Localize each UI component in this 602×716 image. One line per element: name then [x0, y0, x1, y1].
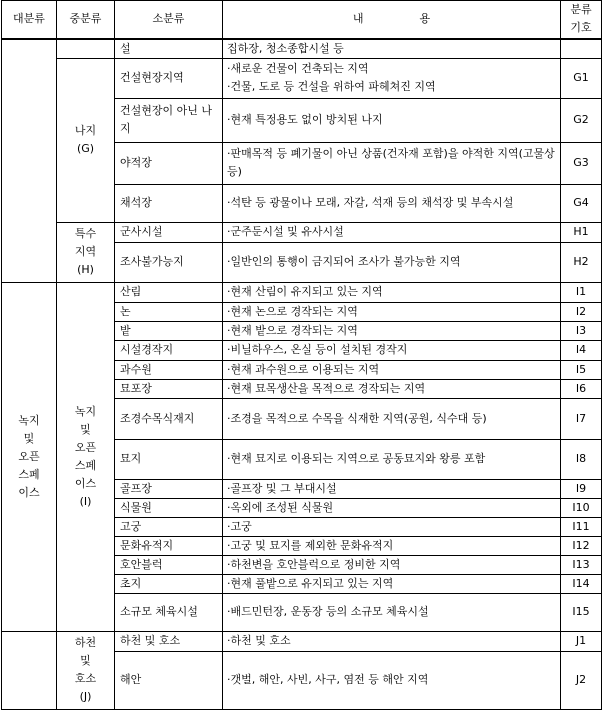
code-cell: I13: [561, 555, 602, 574]
classification-table: [1, 0, 602, 710]
code-cell: J2: [561, 651, 602, 709]
code-cell: I1: [561, 282, 602, 302]
header-sub: 소분류: [115, 1, 223, 39]
code-cell: I4: [561, 340, 602, 360]
sub-cell: 호안블럭: [115, 555, 223, 574]
content-cell: ·현재 과수원으로 이용되는 지역: [223, 360, 561, 379]
mid-cell-empty: [57, 39, 115, 59]
code-cell: I14: [561, 574, 602, 593]
mid-cell-g: 나지 (G): [57, 58, 115, 222]
code-cell: G4: [561, 184, 602, 222]
table-row: [2, 282, 602, 302]
content-cell: ·현재 특정용도 없이 방치된 나지: [223, 98, 561, 142]
sub-cell: 소규모 체육시설: [115, 593, 223, 631]
sub-cell: 시설경작지: [115, 340, 223, 360]
code-cell: I3: [561, 321, 602, 340]
sub-cell: 건설현장지역: [115, 58, 223, 98]
sub-cell: 설: [115, 39, 223, 59]
content-cell: ·고궁 및 묘지를 제외한 문화유적지: [223, 536, 561, 555]
code-cell: I5: [561, 360, 602, 379]
code-cell: [561, 39, 602, 59]
major-cell-empty-bottom: [2, 631, 57, 709]
table-row: [2, 58, 602, 98]
content-cell: ·비닐하우스, 온실 등이 설치된 경작지: [223, 340, 561, 360]
table-row: [2, 631, 602, 651]
sub-cell: 논: [115, 302, 223, 321]
code-cell: I15: [561, 593, 602, 631]
code-cell: I7: [561, 398, 602, 439]
content-cell: ·갯벌, 해안, 사빈, 사구, 염전 등 해안 지역: [223, 651, 561, 709]
sub-cell: 조경수목식재지: [115, 398, 223, 439]
sub-cell: 묘포장: [115, 379, 223, 398]
code-cell: I8: [561, 439, 602, 479]
header-major: 대분류: [2, 1, 57, 39]
content-cell: ·판매목적 등 폐기물이 아닌 상품(건자재 포함)을 야적한 지역(고물상 등): [223, 142, 561, 184]
code-cell: I9: [561, 479, 602, 498]
sub-cell: 골프장: [115, 479, 223, 498]
content-cell: 집하장, 청소종합시설 등: [223, 39, 561, 59]
mid-cell-j: 하천 및 호소 (J): [57, 631, 115, 709]
content-cell: ·하천변을 호안블럭으로 정비한 지역: [223, 555, 561, 574]
code-cell: G1: [561, 58, 602, 98]
code-cell: I10: [561, 498, 602, 517]
sub-cell: 채석장: [115, 184, 223, 222]
content-cell: ·현재 밭으로 경작되는 지역: [223, 321, 561, 340]
major-cell-i: 녹지 및 오픈 스페 이스: [2, 282, 57, 631]
content-cell: ·현재 묘목생산을 목적으로 경작되는 지역: [223, 379, 561, 398]
code-cell: G3: [561, 142, 602, 184]
code-cell: H1: [561, 222, 602, 242]
content-cell: ·배드민턴장, 운동장 등의 소규모 체육시설: [223, 593, 561, 631]
sub-cell: 밭: [115, 321, 223, 340]
code-cell: I6: [561, 379, 602, 398]
code-cell: J1: [561, 631, 602, 651]
content-cell: ·현재 논으로 경작되는 지역: [223, 302, 561, 321]
sub-cell: 식물원: [115, 498, 223, 517]
sub-cell: 조사불가능지: [115, 242, 223, 282]
content-cell: ·하천 및 호소: [223, 631, 561, 651]
table-row: [2, 39, 602, 59]
content-cell: ·옥외에 조성된 식물원: [223, 498, 561, 517]
content-cell: ·석탄 등 광물이나 모래, 자갈, 석재 등의 채석장 및 부속시설: [223, 184, 561, 222]
sub-cell: 고궁: [115, 517, 223, 536]
header-content: 내 용: [223, 1, 561, 39]
content-cell: ·일반인의 통행이 금지되어 조사가 불가능한 지역: [223, 242, 561, 282]
content-cell: ·새로운 건물이 건축되는 지역 ·건물, 도로 등 건설을 위하여 파헤쳐진 지역: [223, 58, 561, 98]
sub-cell: 산림: [115, 282, 223, 302]
content-cell: ·군주둔시설 및 유사시설: [223, 222, 561, 242]
header-row: [2, 1, 602, 39]
code-cell: G2: [561, 98, 602, 142]
mid-cell-i: 녹지 및 오픈 스페 이스 (I): [57, 282, 115, 631]
content-cell: ·현재 풀밭으로 유지되고 있는 지역: [223, 574, 561, 593]
content-cell: ·현재 묘지로 이용되는 지역으로 공동묘지와 왕릉 포함: [223, 439, 561, 479]
sub-cell: 초지: [115, 574, 223, 593]
sub-cell: 건설현장이 아닌 나지: [115, 98, 223, 142]
mid-cell-h: 특수 지역 (H): [57, 222, 115, 282]
code-cell: I12: [561, 536, 602, 555]
code-cell: I2: [561, 302, 602, 321]
header-code: 분류 기호: [561, 1, 602, 39]
sub-cell: 하천 및 호소: [115, 631, 223, 651]
sub-cell: 묘지: [115, 439, 223, 479]
content-cell: ·조경을 목적으로 수목을 식재한 지역(공원, 식수대 등): [223, 398, 561, 439]
content-cell: ·골프장 및 그 부대시설: [223, 479, 561, 498]
header-mid: 중분류: [57, 1, 115, 39]
sub-cell: 군사시설: [115, 222, 223, 242]
sub-cell: 해안: [115, 651, 223, 709]
code-cell: I11: [561, 517, 602, 536]
table-row: [2, 222, 602, 242]
code-cell: H2: [561, 242, 602, 282]
major-cell-empty: [2, 39, 57, 283]
content-cell: ·현재 산림이 유지되고 있는 지역: [223, 282, 561, 302]
content-cell: ·고궁: [223, 517, 561, 536]
sub-cell: 과수원: [115, 360, 223, 379]
sub-cell: 문화유적지: [115, 536, 223, 555]
sub-cell: 야적장: [115, 142, 223, 184]
